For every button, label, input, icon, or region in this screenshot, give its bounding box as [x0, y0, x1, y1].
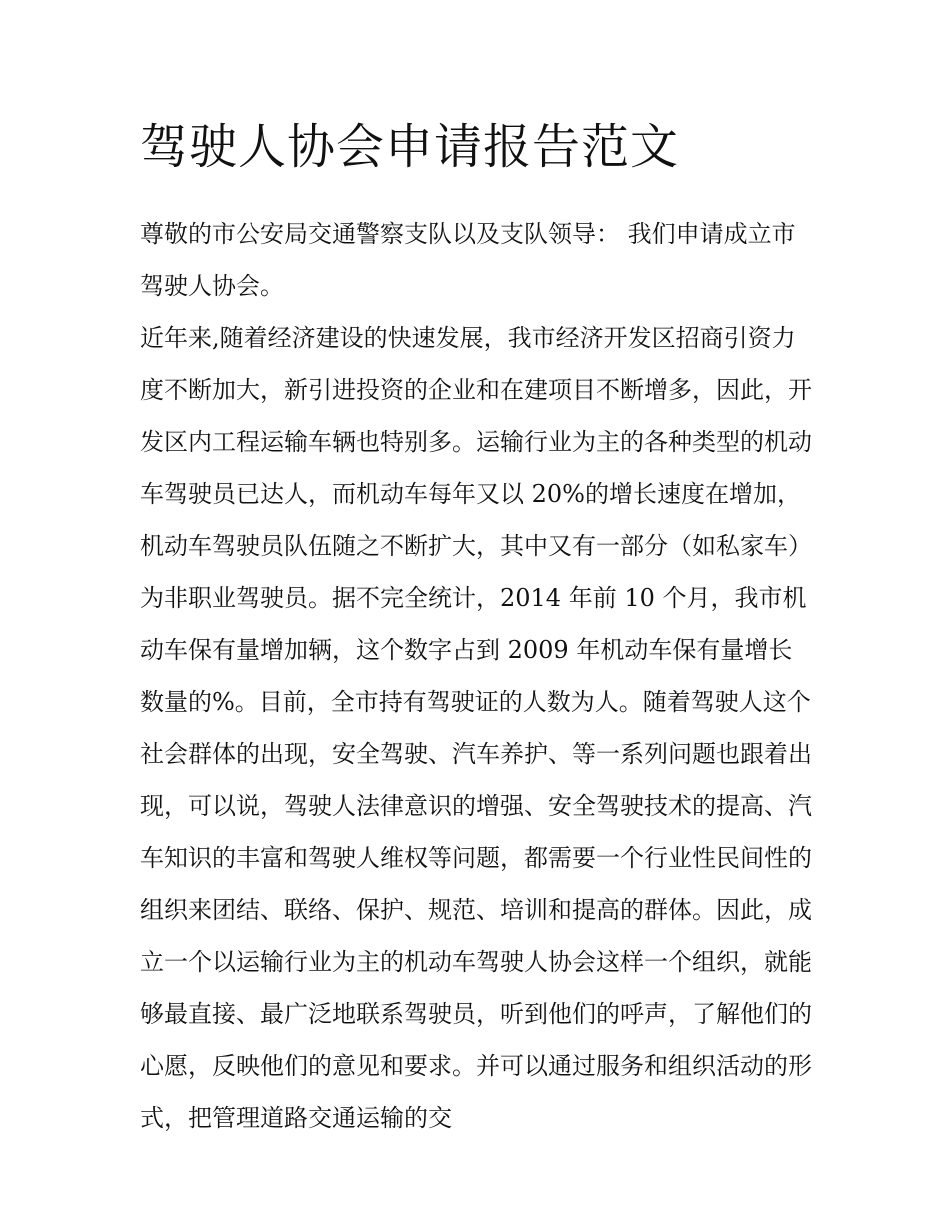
salutation-paragraph: 尊敬的市公安局交通警察支队以及支队领导： 我们申请成立市驾驶人协会。 [140, 220, 796, 300]
document-body [140, 112, 812, 1144]
body-paragraph: 近年来,随着经济建设的快速发展，我市经济开发区招商引资力度不断加大，新引进投资的企业和在建项目不断增多，因此，开发区内工程运输车辆也特别多。运输行业为主的各种类型的机动车驾驶员已达人，而机动车每年又以 20%的增长速度在增加，机动车驾驶员队伍随之不断扩大，其中又有一部分（如私家车）为非职业驾驶员。据不完全统计，2014 年前 10 个月，我市机动车保有量增加辆，这个数字占到 2009 年机动车保有量增长数量的%。目前，全市持有驾驶证的人数为人。随着驾驶人这个社会群体的出现，安全驾驶、汽车养护、等一系列问题也跟着出现，可以说，驾驶人法律意识的增强、安全驾驶技术的提高、汽车知识的丰富和驾驶人维权等问题，都需要一个行业性民间性的组织来团结、联络、保护、规范、培训和提高的群体。因此，成立一个以运输行业为主的机动车驾驶人协会这样一个组织，就能够最直接、最广泛地联系驾驶员，听到他们的呼声，了解他们的心愿，反映他们的意见和要求。并可以通过服务和组织活动的形式，把管理道路交通运输的交 [140, 324, 812, 1132]
document-title: 驾驶人协会申请报告范文 [140, 119, 680, 175]
